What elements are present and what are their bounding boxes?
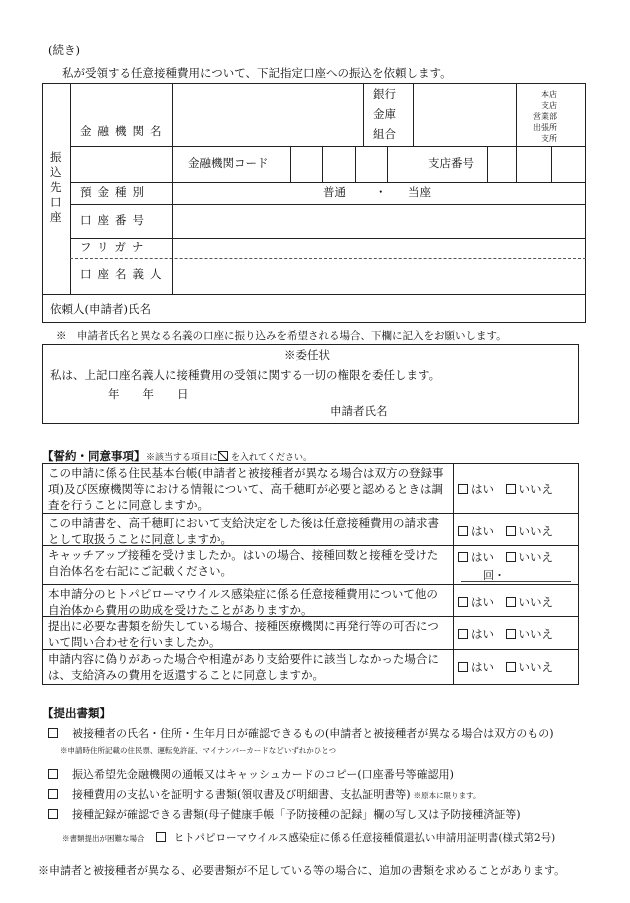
agreement-row-6-text: 申請内容に偽りがあった場合や相違があり支給要件に該当しなかった場合には、支給済みの費用を返還することに同意しますか。 bbox=[48, 652, 439, 682]
branch-type-1: 本店 bbox=[541, 90, 557, 99]
agreement-row-4-text: 本申請分のヒトパピローマウイルス感染症に係る任意接種費用について他の自治体から費用の助成を受けたことがありますか。 bbox=[48, 587, 438, 617]
bank-code-label: 金融機関コード bbox=[188, 156, 269, 170]
yes-checkbox[interactable] bbox=[458, 629, 468, 639]
deposit-type-label: 預金種別 bbox=[80, 185, 150, 199]
document-checkbox[interactable] bbox=[48, 728, 58, 738]
proxy-text: 私は、上記口座名義人に接種費用の受領に関する一切の権限を委任します。 bbox=[50, 368, 441, 382]
vaccination-count-field[interactable] bbox=[461, 581, 571, 582]
no-checkbox[interactable] bbox=[506, 552, 516, 562]
intro-text: 私が受領する任意接種費用について、下記指定口座への振込を依頼します。 bbox=[62, 66, 452, 80]
different-holder-note: ※ 申請者氏名と異なる名義の口座に振り込みを希望される場合、下欄に記入をお願いします。 bbox=[56, 330, 507, 342]
bank-type-1: 銀行 bbox=[373, 87, 396, 101]
yes-checkbox[interactable] bbox=[458, 484, 468, 494]
agreement-row-5-answer: はい いいえ bbox=[458, 626, 553, 642]
agreement-row-1-text: この申請に係る住民基本台帳(申請者と被接種者が異なる場合は双方の登録事項)及び医療機関等における情報について、高千穂町が必要と認めるときは調査を行うことに同意しますか。 bbox=[48, 466, 444, 512]
fallback-text: ヒトパピローマウイルス感染症に係る任意接種償還払い申請用証明書(様式第2号) bbox=[173, 832, 556, 844]
agreement-row-2-text: この申請書を、高千穂町において支給決定をした後は任意接種費用の請求書として取扱うことに同意しますか。 bbox=[48, 516, 439, 546]
document-fallback bbox=[62, 826, 555, 845]
bank-type-2: 金庫 bbox=[373, 107, 396, 121]
agreement-row-3-answer: はい いいえ bbox=[458, 549, 553, 565]
vaccination-count-suffix: 回・ bbox=[483, 569, 505, 582]
continued-label: (続き) bbox=[48, 43, 80, 57]
agreement-row-4-answer: はい いいえ bbox=[458, 594, 553, 610]
agreement-heading-note: ※該当する項目に を入れてください。 bbox=[146, 453, 313, 463]
agreement-row-5-text: 提出に必要な書類を紛失している場合、接種医療機関に再発行等の可否について問い合わせを行いましたか。 bbox=[48, 619, 439, 649]
document-checkbox[interactable] bbox=[48, 769, 58, 779]
document-checkbox[interactable] bbox=[48, 789, 58, 799]
bank-type-3: 組合 bbox=[373, 127, 396, 141]
branch-no-label: 支店番号 bbox=[428, 156, 474, 170]
yes-checkbox[interactable] bbox=[458, 552, 468, 562]
branch-type-3: 営業部 bbox=[533, 112, 557, 121]
deposit-type-current: 当座 bbox=[408, 185, 431, 199]
document-item-1-note: ※申請時住所記載の住民票、運転免許証、マイナンバーカードなどいずれかひとつ bbox=[60, 746, 337, 755]
document-item-4: 接種記録が確認できる書類(母子健康手帳「予防接種の記録」欄の写し又は予防接種済証等) bbox=[48, 806, 521, 822]
account-number-label: 口座番号 bbox=[80, 213, 150, 227]
agreement-row-3-text: キャッチアップ接種を受けましたか。はいの場合、接種回数と接種を受けた自治体名を右記にご記載ください。 bbox=[48, 548, 439, 578]
proxy-title: ※委任状 bbox=[284, 348, 330, 362]
yes-checkbox[interactable] bbox=[458, 597, 468, 607]
requester-name-label: 依頼人(申請者)氏名 bbox=[50, 302, 151, 316]
no-checkbox[interactable] bbox=[506, 597, 516, 607]
yes-checkbox[interactable] bbox=[458, 526, 468, 536]
agreement-row-1-answer: はい いいえ bbox=[458, 481, 553, 497]
agreement-row-2-answer: はい いいえ bbox=[458, 523, 553, 539]
bank-name-label: 金融機関名 bbox=[80, 124, 168, 138]
document-item-1: 被接種者の氏名・住所・生年月日が確認できるもの(申請者と被接種者が異なる場合は双方のもの) bbox=[48, 725, 554, 741]
document-item-3-note: ※原本に限ります。 bbox=[413, 791, 481, 800]
no-checkbox[interactable] bbox=[506, 526, 516, 536]
footer-note: ※申請者と被接種者が異なる、必要書類が不足している等の場合に、追加の書類を求めることがあります。 bbox=[38, 864, 566, 877]
agreement-heading: 【誓約・同意事項】 bbox=[42, 449, 146, 463]
fallback-checkbox[interactable] bbox=[156, 832, 166, 842]
document-checkbox[interactable] bbox=[48, 809, 58, 819]
no-checkbox[interactable] bbox=[506, 484, 516, 494]
branch-type-2: 支店 bbox=[541, 101, 557, 110]
proxy-date: 年 年 日 bbox=[108, 387, 189, 401]
branch-type-5: 支所 bbox=[541, 134, 557, 143]
no-checkbox[interactable] bbox=[506, 662, 516, 672]
yes-checkbox[interactable] bbox=[458, 662, 468, 672]
furigana-label: フリガナ bbox=[80, 240, 150, 254]
account-holder-label: 口座名義人 bbox=[80, 267, 168, 281]
agreement-row-6-answer: はい いいえ bbox=[458, 659, 553, 675]
document-item-3: 接種費用の支払いを証明する書類(領収書及び明細書、支払証明書等) ※原本に限ります。 bbox=[48, 786, 481, 802]
document-item-2: 振込希望先金融機関の通帳又はキャッシュカードのコピー(口座番号等確認用) bbox=[48, 766, 454, 782]
checkbox-example-icon bbox=[218, 451, 228, 461]
no-checkbox[interactable] bbox=[506, 629, 516, 639]
account-side-label: 振込先口座 bbox=[50, 150, 62, 224]
fallback-note: ※書類提出が困難な場合 bbox=[62, 834, 145, 843]
deposit-type-ordinary: 普通 bbox=[323, 185, 346, 199]
deposit-type-sep: ・ bbox=[375, 185, 387, 199]
documents-heading: 【提出書類】 bbox=[42, 706, 111, 720]
branch-type-4: 出張所 bbox=[533, 123, 557, 132]
proxy-applicant: 申請者氏名 bbox=[330, 404, 388, 418]
